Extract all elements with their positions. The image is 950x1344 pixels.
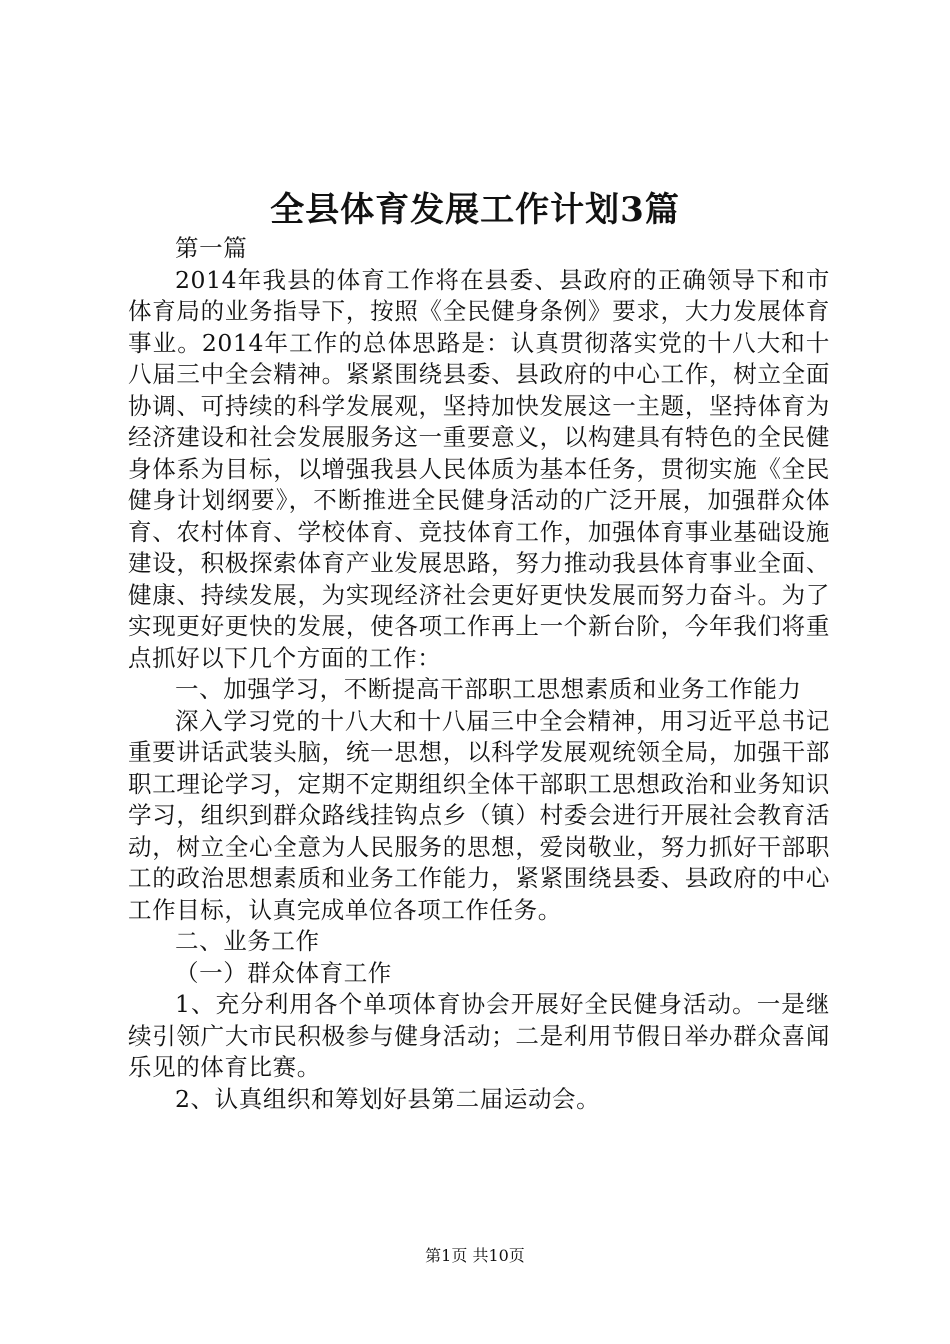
paragraph: 2014年我县的体育工作将在县委、县政府的正确领导下和市体育局的业务指导下，按照《全民健身条例》要求，大力发展体育事业。2014年工作的总体思路是：认真贯彻落实党的十八大和十八届三中全会精神。紧紧围绕县委、县政府的中心工作，树立全面协调、可持续的科学发展观，坚持加快发展这一主题，坚持体育为经济建设和社会发展服务这一重要意义，以构建具有特色的全民健身体系为目标，以增强我县人民体质为基本任务，贯彻实施《全民健身计划纲要》，不断推进全民健身活动的广泛开展，加强群众体育、农村体育、学校体育、竞技体育工作，加强体育事业基础设施建设，积极探索体育产业发展思路，努力推动我县体育事业全面、健康、持续发展，为实现经济社会更好更快发展而努力奋斗。为了实现更好更快的发展，使各项工作再上一个新台阶，今年我们将重点抓好以下几个方面的工作： [128,265,830,672]
document-body [128,233,830,1115]
document-title: 全县体育发展工作计划3篇 [270,190,680,230]
section-heading: 一、加强学习，不断提高干部职工思想素质和业务工作能力 [175,675,802,703]
paragraph: 1、充分利用各个单项体育协会开展好全民健身活动。一是继续引领广大市民积极参与健身活动；二是利用节假日举办群众喜闻乐见的体育比赛。 [128,990,830,1081]
paragraph: 2、认真组织和筹划好县第二届运动会。 [175,1084,601,1113]
section-heading: 二、业务工作 [175,927,320,955]
paragraph: 深入学习党的十八大和十八届三中全会精神，用习近平总书记重要讲话武装头脑，统一思想，以科学发展观统领全局，加强干部职工理论学习，定期不定期组织全体干部职工思想政治和业务知识学习，组织到群众路线挂钩点乡（镇）村委会进行开展社会教育活动，树立全心全意为人民服务的思想，爱岗敬业，努力抓好干部职工的政治思想素质和业务工作能力，紧紧围绕县委、县政府的中心工作目标，认真完成单位各项工作任务。 [128,706,830,924]
page-number-footer: 第1页 共10页 [425,1246,525,1265]
section-heading: 第一篇 [175,234,248,262]
subsection-heading: （一）群众体育工作 [175,958,392,987]
